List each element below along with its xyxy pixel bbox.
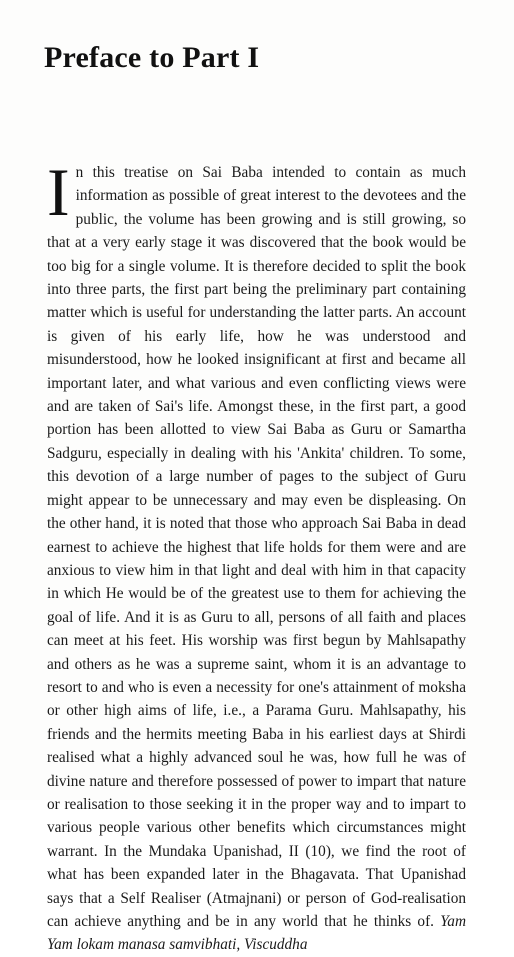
preface-paragraph (47, 154, 466, 957)
page-title: Preface to Part I (44, 41, 260, 74)
italic-sanskrit-quote: Yam Yam lokam manasa samvibhati, Viscuddha (47, 913, 466, 954)
drop-cap: I (47, 154, 70, 230)
paragraph-text: n this treatise on Sai Baba intended to contain as much information as possible of great interest to the devotees and the public, the volume has been growing and is still growing, so that at a very early stage it was discovered that the book would be too big for a single volume. It is therefore decided to split the book into three parts, the first part being the preliminary part containing matter which is useful for understanding the latter parts. An account is given of his early life, how he was understood and misunderstood, how he looked insignificant at first and became all important later, and what various and even conflicting views were and are taken of Sai's life. Amongst these, in the first part, a good portion has been allotted to view Sai Baba as Guru or Samartha Sadguru, especially in dealing with his 'Ankita' children. To some, this devotion of a large number of pages to the subject of Guru might appear to be unnecessary and may even be displeasing. On the other hand, it is noted that those who approach Sai Baba in dead earnest to achieve the highest that life holds for them were and are anxious to view him in that light and deal with him in that capacity in which He would be of the greatest use to them for achieving the goal of life. And it is as Guru to all, persons of all faith and places can meet at his feet. His worship was first begun by Mahlsapathy and others as he was a supreme saint, whom it is an advantage to resort to and who is even a necessity for one's attainment of moksha or other high aims of life, i.e., a Parama Guru. Mahlsapathy, his friends and the hermits meeting Baba in his earliest days at Shirdi realised what a highly advanced soul he was, how full he was of divine nature and therefore possessed of power to impart that nature or realisation to those seeking it in the proper way and to impart to various people various other benefits which circumstances might warrant. In the Mundaka Upanishad, II (10), we find the root of what has been expanded later in the Bhagavata. That Upanishad says that a Self Realiser (Atmajnani) or person of God-realisation can achieve anything and be in any world that he thinks of. (47, 164, 466, 930)
